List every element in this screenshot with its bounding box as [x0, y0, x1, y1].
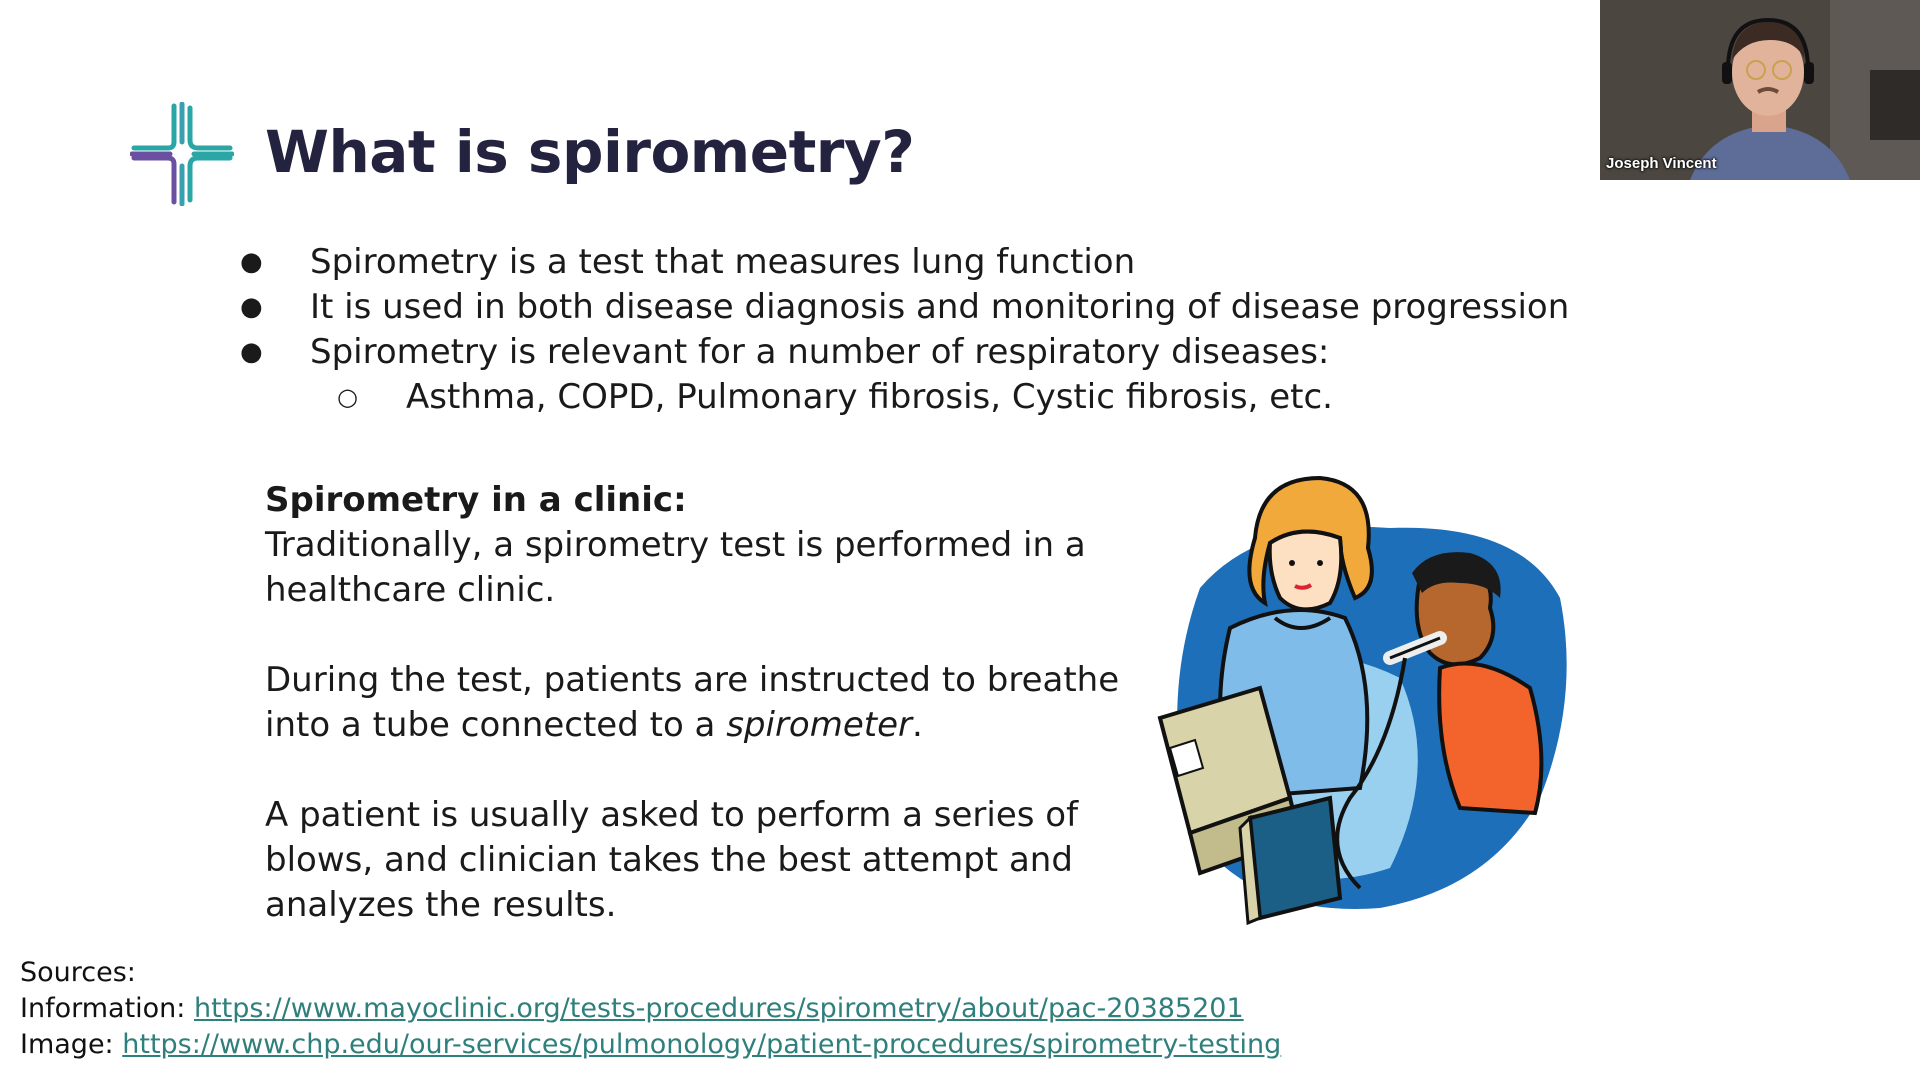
paragraph-line: blows, and clinician takes the best attempt and [265, 840, 1073, 880]
bullet-list [240, 240, 1600, 420]
information-source [20, 991, 1281, 1027]
sources-label: Sources: [20, 957, 136, 988]
bullet-text: Spirometry is relevant for a number of respiratory diseases: [310, 332, 1330, 372]
bullet-icon: ● [240, 247, 263, 277]
slide-title: What is spirometry? [265, 118, 915, 186]
webcam-tile[interactable] [1600, 0, 1920, 180]
spirometry-test-illustration [1140, 468, 1570, 946]
list-item [240, 330, 1600, 375]
paragraph-line: Traditionally, a spirometry test is performed in a [265, 525, 1086, 565]
clinic-section [265, 478, 1125, 928]
paragraph-line: healthcare clinic. [265, 570, 556, 610]
image-source [20, 1027, 1281, 1063]
spirometer-term: spirometer [726, 705, 912, 745]
list-item [240, 240, 1600, 285]
sub-bullet-text: Asthma, COPD, Pulmonary fibrosis, Cystic fibrosis, etc. [406, 377, 1333, 417]
paragraph-line: into a tube connected to a spirometer. [265, 705, 923, 745]
information-link[interactable]: https://www.mayoclinic.org/tests-procedures/spirometry/about/pac-20385201 [193, 993, 1244, 1024]
paragraph-line: A patient is usually asked to perform a series of [265, 795, 1079, 835]
plus-lines-logo-icon [130, 102, 234, 206]
information-label: Information: [20, 993, 194, 1024]
list-item [240, 285, 1600, 330]
bullet-icon: ● [240, 337, 263, 367]
paragraph-line: During the test, patients are instructed to breathe [265, 660, 1120, 700]
participant-name: Joseph Vincent [1606, 155, 1717, 172]
image-link[interactable]: https://www.chp.edu/our-services/pulmonology/patient-procedures/spirometry-testing [122, 1029, 1282, 1060]
section-heading: Spirometry in a clinic: [265, 480, 687, 520]
bullet-text: It is used in both disease diagnosis and monitoring of disease progression [310, 287, 1570, 327]
webcam-video [1600, 0, 1920, 180]
image-label: Image: [20, 1029, 123, 1060]
bullet-text: Spirometry is a test that measures lung function [310, 242, 1136, 282]
sub-bullet-icon: ○ [337, 383, 358, 411]
paragraph-line: analyzes the results. [265, 885, 617, 925]
bullet-icon: ● [240, 292, 263, 322]
sub-list-item [240, 375, 1600, 420]
sources-section [20, 955, 1281, 1063]
